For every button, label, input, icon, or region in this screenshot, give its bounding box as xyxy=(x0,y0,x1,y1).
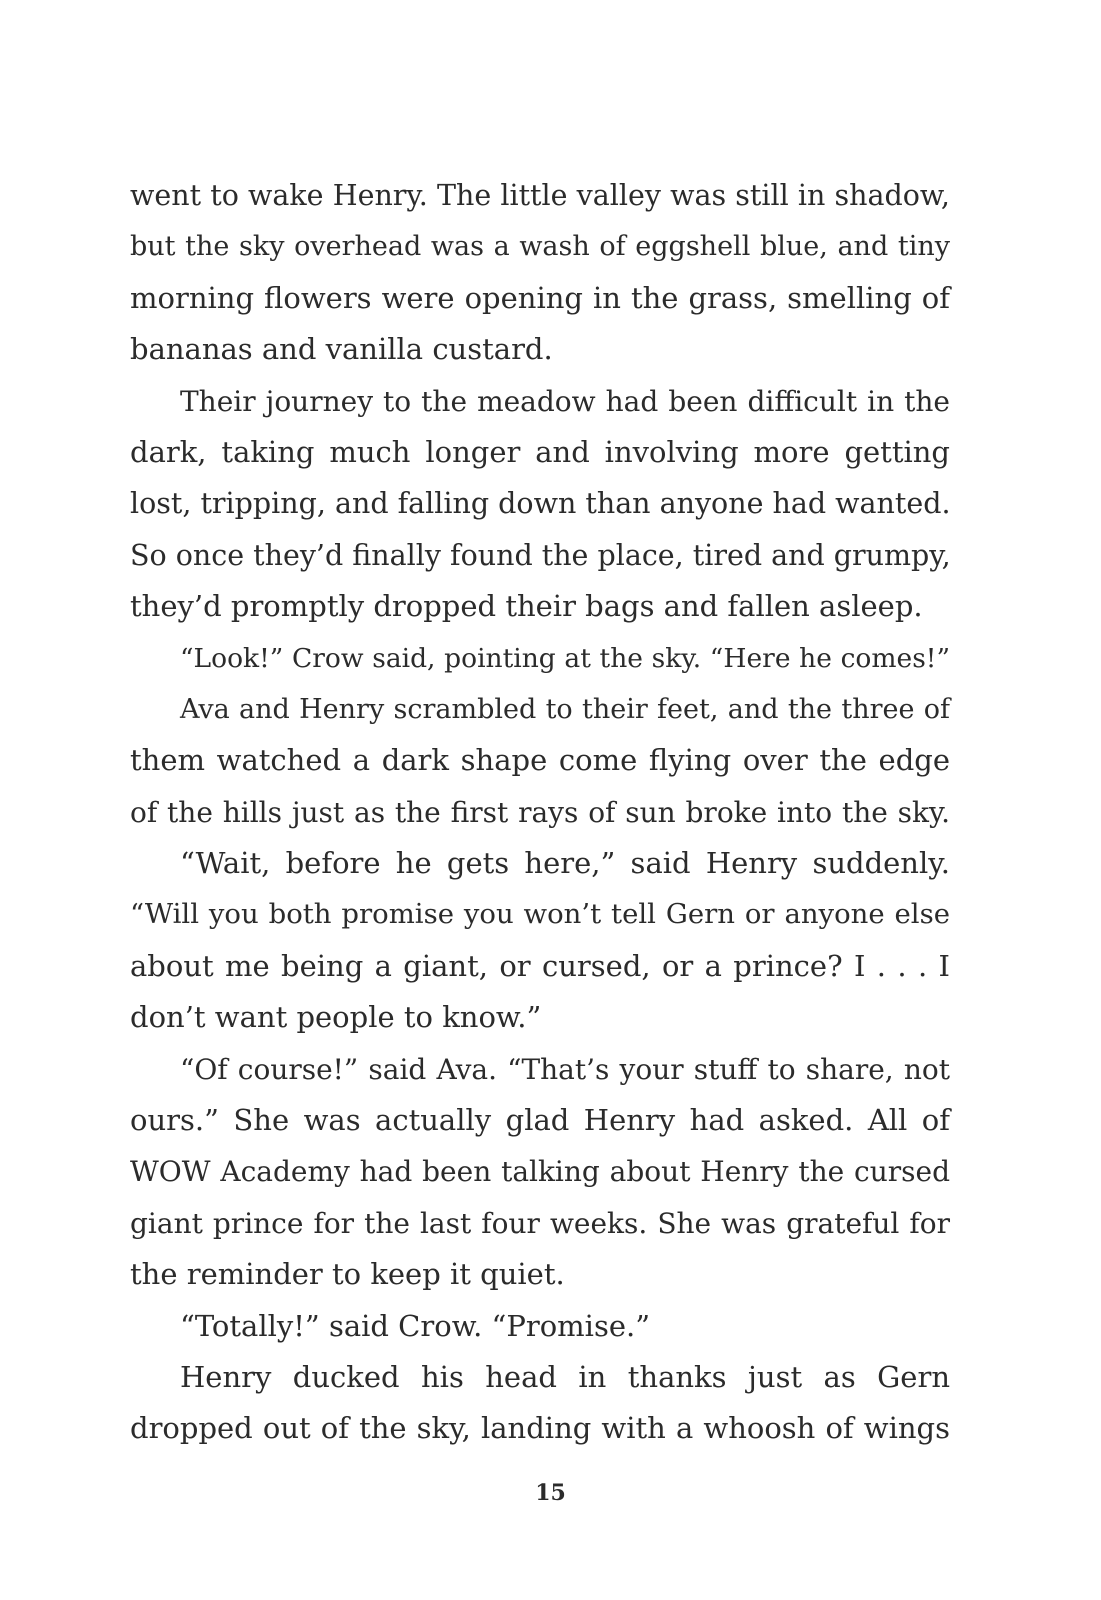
text-line: don’t want people to know.” xyxy=(130,1000,542,1035)
text-line: WOW Academy had been talking about Henry the cursed xyxy=(130,1155,950,1189)
text-line: of the hills just as the first rays of sun broke into the sky. xyxy=(130,795,950,829)
text-line: Ava and Henry scrambled to their feet, and the three of xyxy=(180,693,950,725)
text-line: So once they’d finally found the place, tired and grumpy, xyxy=(130,538,951,572)
text-line: about me being a giant, or cursed, or a prince? I . . . I xyxy=(130,948,950,983)
body-text xyxy=(130,170,950,1455)
page-number: 15 xyxy=(535,1480,566,1506)
text-line: lost, tripping, and falling down than anyone had wanted. xyxy=(130,487,951,521)
text-line: bananas and vanilla custard. xyxy=(130,332,553,367)
text-line: the reminder to keep it quiet. xyxy=(130,1257,565,1292)
text-line: dark, taking much longer and involving more getting xyxy=(130,434,950,469)
text-line: “Look!” Crow said, pointing at the sky. “Here he comes!” xyxy=(180,642,950,674)
text-line: dropped out of the sky, landing with a whoosh of wings xyxy=(130,1411,950,1446)
text-line: Henry ducked his head in thanks just as Gern xyxy=(180,1359,950,1394)
text-line: giant prince for the last four weeks. She was grateful for xyxy=(130,1206,950,1240)
text-line: “Wait, before he gets here,” said Henry suddenly. xyxy=(180,846,950,881)
text-line: they’d promptly dropped their bags and fallen asleep. xyxy=(130,589,923,624)
text-line: “Totally!” said Crow. “Promise.” xyxy=(180,1308,651,1343)
text-line: went to wake Henry. The little valley was still in shadow, xyxy=(130,179,950,212)
text-line: but the sky overhead was a wash of eggshell blue, and tiny xyxy=(130,231,950,263)
text-line: “Of course!” said Ava. “That’s your stuff to share, not xyxy=(180,1052,950,1086)
text-line: “Will you both promise you won’t tell Gern or anyone else xyxy=(130,898,950,931)
text-line: Their journey to the meadow had been difficult in the xyxy=(180,384,950,418)
text-line: them watched a dark shape come flying over the edge xyxy=(130,743,950,778)
text-line: ours.” She was actually glad Henry had asked. All of xyxy=(130,1103,950,1138)
text-line: morning flowers were opening in the grass, smelling of xyxy=(130,280,950,315)
